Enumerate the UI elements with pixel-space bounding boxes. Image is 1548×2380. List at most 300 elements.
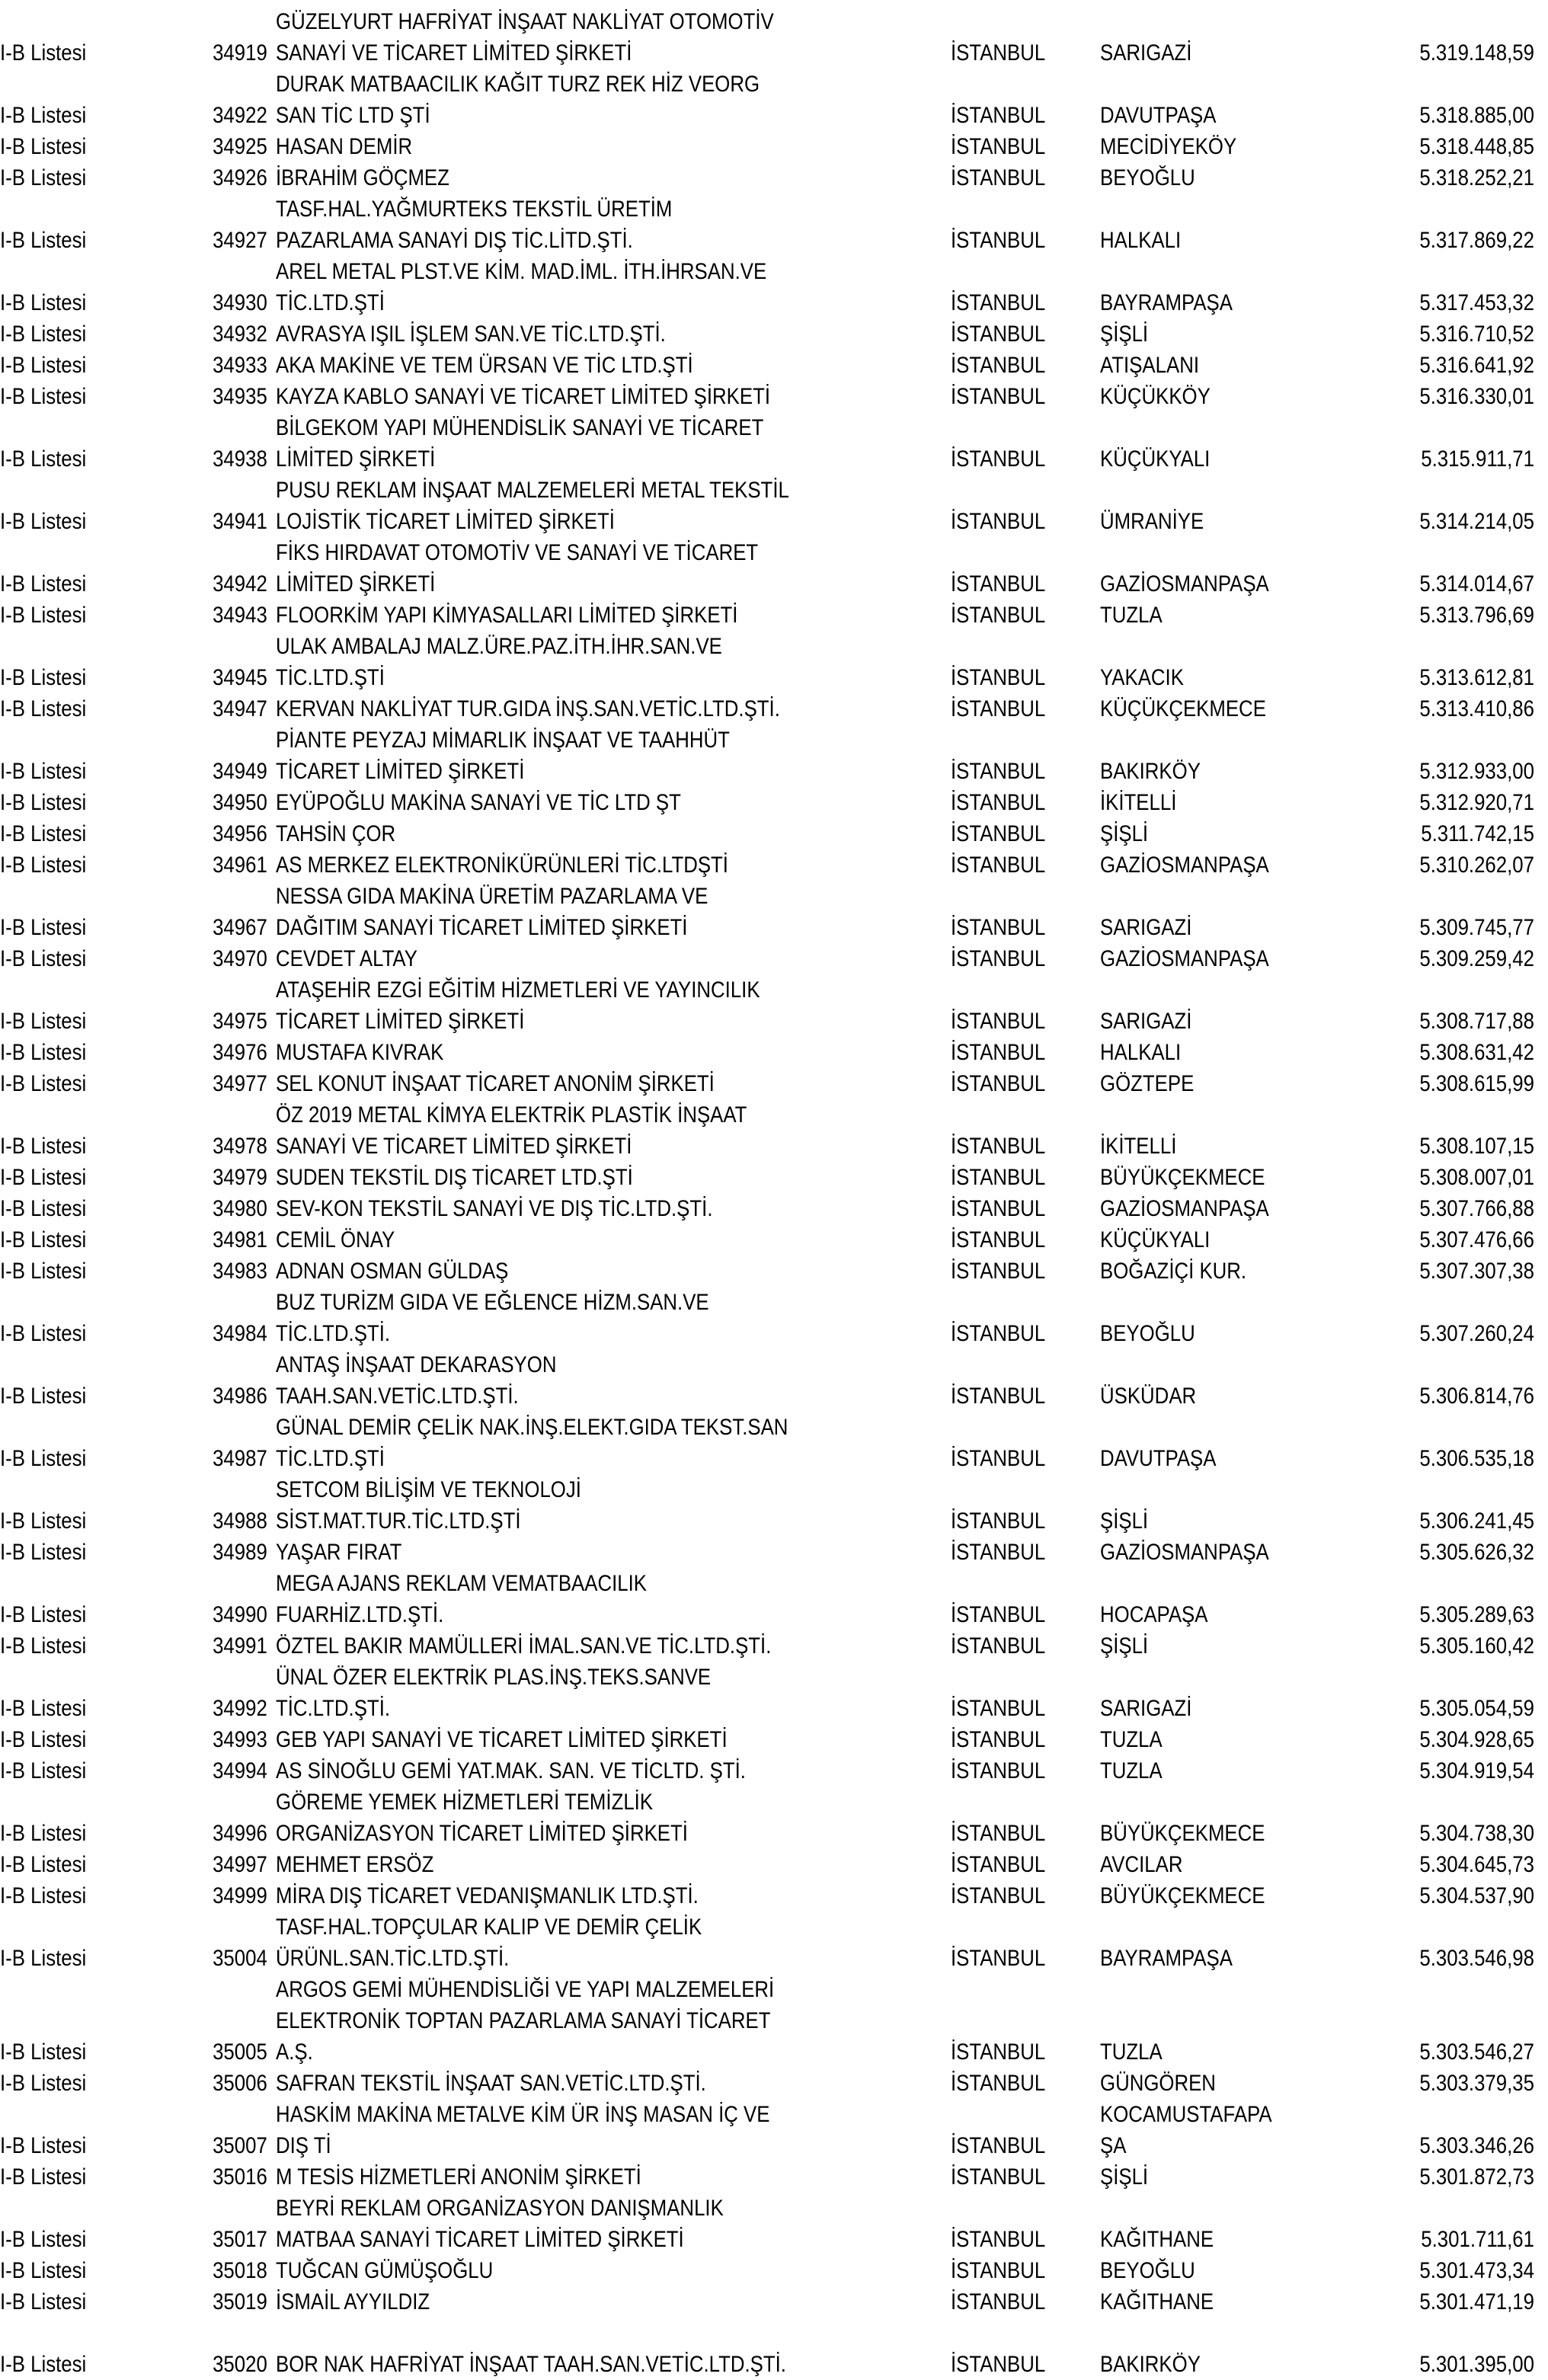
city-cell: İSTANBUL xyxy=(951,915,1046,940)
district-cell xyxy=(1100,1256,1390,1287)
city-cell: İSTANBUL xyxy=(951,1821,1046,1846)
district-line: AVCILAR xyxy=(1100,1852,1183,1877)
record-number-cell: 34942 xyxy=(213,571,267,597)
company-name-cell xyxy=(271,318,951,350)
district-cell xyxy=(1100,1162,1390,1193)
company-name-cell xyxy=(271,881,951,943)
list-type-cell: I-B Listesi xyxy=(0,1227,87,1252)
amount-cell: 5.303.546,98 xyxy=(1419,1946,1534,1971)
list-type-cell: I-B Listesi xyxy=(0,603,87,628)
city-cell: İSTANBUL xyxy=(951,1852,1046,1877)
table-row xyxy=(0,412,1548,475)
record-number-cell: 34922 xyxy=(213,103,267,128)
district-cell xyxy=(1100,849,1390,881)
list-type-cell: I-B Listesi xyxy=(0,571,87,597)
company-name-cell xyxy=(271,693,951,725)
record-number-cell: 34932 xyxy=(213,321,267,347)
company-name-cell xyxy=(271,1349,951,1412)
table-row xyxy=(0,1224,1548,1256)
company-name-cell xyxy=(271,412,951,475)
company-name-cell xyxy=(271,350,951,381)
table-row xyxy=(0,1849,1548,1880)
table-row xyxy=(0,2068,1548,2099)
company-name-line: AS MERKEZ ELEKTRONİKÜRÜNLERİ TİC.LTDŞTİ xyxy=(276,853,728,878)
district-cell xyxy=(1100,1443,1390,1474)
company-name-line: A.Ş. xyxy=(276,2039,313,2065)
list-type-cell: I-B Listesi xyxy=(0,946,87,971)
record-number-cell: 34997 xyxy=(213,1852,267,1877)
company-name-line: TİC.LTD.ŞTİ. xyxy=(276,1696,391,1721)
list-type-cell: I-B Listesi xyxy=(0,1040,87,1065)
company-name-cell xyxy=(271,1724,951,1755)
company-name-line: SİST.MAT.TUR.TİC.LTD.ŞTİ xyxy=(276,1508,521,1534)
district-line: BEYOĞLU xyxy=(1100,1321,1195,1346)
record-number-cell: 34941 xyxy=(213,509,267,534)
company-name-cell xyxy=(271,1849,951,1880)
amount-cell: 5.303.346,26 xyxy=(1419,2133,1534,2158)
company-name-cell xyxy=(271,1162,951,1193)
record-number-cell: 34950 xyxy=(213,790,267,815)
record-number-cell: 34919 xyxy=(213,40,267,66)
district-cell xyxy=(1100,1037,1390,1068)
amount-cell: 5.308.631,42 xyxy=(1419,1040,1534,1065)
amount-cell: 5.316.641,92 xyxy=(1419,353,1534,378)
company-name-cell xyxy=(271,2161,951,2193)
district-cell xyxy=(1100,443,1390,475)
city-cell: İSTANBUL xyxy=(951,40,1046,66)
company-name-line: KERVAN NAKLİYAT TUR.GIDA İNŞ.SAN.VETİC.LTD.ŞTİ. xyxy=(276,696,780,721)
company-name-line: TİC.LTD.ŞTİ xyxy=(276,1446,385,1471)
city-cell: İSTANBUL xyxy=(951,1259,1046,1284)
list-type-cell: I-B Listesi xyxy=(0,821,87,846)
record-number-cell: 34979 xyxy=(213,1165,267,1190)
amount-cell: 5.306.814,76 xyxy=(1419,1384,1534,1409)
district-line: ÜSKÜDAR xyxy=(1100,1384,1197,1409)
table-row xyxy=(0,943,1548,974)
district-cell xyxy=(1100,1131,1390,1162)
district-cell xyxy=(1100,131,1390,162)
company-name-line: NESSA GIDA MAKİNA ÜRETİM PAZARLAMA VE xyxy=(276,884,708,909)
city-cell: İSTANBUL xyxy=(951,665,1046,690)
company-name-line: SANAYİ VE TİCARET LİMİTED ŞİRKETİ xyxy=(276,40,632,66)
district-line: DAVUTPAŞA xyxy=(1100,1446,1217,1471)
company-name-line: FİKS HIRDAVAT OTOMOTİV VE SANAYİ VE TİCARET xyxy=(276,540,759,565)
district-cell xyxy=(1100,1724,1390,1755)
record-number-cell: 34994 xyxy=(213,1758,267,1783)
list-type-cell: I-B Listesi xyxy=(0,509,87,534)
list-type-cell: I-B Listesi xyxy=(0,1727,87,1752)
record-number-cell: 34926 xyxy=(213,165,267,190)
district-line: YAKACIK xyxy=(1100,665,1184,690)
district-cell xyxy=(1100,287,1390,318)
district-line: DAVUTPAŞA xyxy=(1100,103,1217,128)
company-name-cell xyxy=(271,1911,951,1974)
company-name-line: SAFRAN TEKSTİL İNŞAAT SAN.VETİC.LTD.ŞTİ. xyxy=(276,2071,706,2096)
amount-cell: 5.314.214,05 xyxy=(1419,509,1534,534)
company-name-line: TİC.LTD.ŞTİ. xyxy=(276,1321,391,1346)
city-cell: İSTANBUL xyxy=(951,946,1046,971)
company-name-line: AKA MAKİNE VE TEM ÜRSAN VE TİC LTD.ŞTİ xyxy=(276,353,693,378)
district-line: BÜYÜKÇEKMECE xyxy=(1100,1821,1265,1846)
company-name-cell xyxy=(271,1474,951,1537)
company-name-line: SUDEN TEKSTİL DIŞ TİCARET LTD.ŞTİ xyxy=(276,1165,633,1190)
company-name-line: SETCOM BİLİŞİM VE TEKNOLOJİ xyxy=(276,1477,581,1502)
city-cell: İSTANBUL xyxy=(951,134,1046,159)
city-cell: İSTANBUL xyxy=(951,1883,1046,1908)
table-row xyxy=(0,1412,1548,1474)
list-type-cell: I-B Listesi xyxy=(0,228,87,253)
amount-cell: 5.309.259,42 xyxy=(1419,946,1534,971)
list-type-cell: I-B Listesi xyxy=(0,1196,87,1221)
amount-cell: 5.301.471,19 xyxy=(1419,2289,1534,2314)
city-cell: İSTANBUL xyxy=(951,384,1046,409)
company-name-cell xyxy=(271,631,951,693)
district-line: İKİTELLİ xyxy=(1100,790,1177,815)
table-row xyxy=(0,1068,1548,1099)
table-row xyxy=(0,256,1548,318)
district-cell xyxy=(1100,506,1390,537)
list-type-cell: I-B Listesi xyxy=(0,1259,87,1284)
amount-cell: 5.317.869,22 xyxy=(1419,228,1534,253)
company-name-line: GEB YAPI SANAYİ VE TİCARET LİMİTED ŞİRKETİ xyxy=(276,1727,728,1752)
table-row xyxy=(0,725,1548,787)
company-name-line: BUZ TURİZM GIDA VE EĞLENCE HİZM.SAN.VE xyxy=(276,1290,709,1315)
company-name-cell xyxy=(271,1630,951,1662)
list-type-cell: I-B Listesi xyxy=(0,1852,87,1877)
record-number-cell: 34970 xyxy=(213,946,267,971)
district-line: ŞİŞLİ xyxy=(1100,2164,1149,2190)
company-name-line: ÖZTEL BAKIR MAMÜLLERİ İMAL.SAN.VE TİC.LTD.ŞTİ. xyxy=(276,1633,772,1659)
district-line: SARIGAZİ xyxy=(1100,40,1192,66)
district-cell xyxy=(1100,381,1390,412)
city-cell: İSTANBUL xyxy=(951,1508,1046,1534)
district-line: TUZLA xyxy=(1100,1727,1163,1752)
list-type-cell: I-B Listesi xyxy=(0,1009,87,1034)
company-name-line: EYÜPOĞLU MAKİNA SANAYİ VE TİC LTD ŞT xyxy=(276,790,681,815)
amount-cell: 5.307.476,66 xyxy=(1419,1227,1534,1252)
city-cell: İSTANBUL xyxy=(951,696,1046,721)
district-cell xyxy=(1100,1068,1390,1099)
record-number-cell: 34990 xyxy=(213,1602,267,1627)
company-name-cell xyxy=(271,2349,951,2380)
company-name-cell xyxy=(271,194,951,256)
district-line: BAYRAMPAŞA xyxy=(1100,290,1233,315)
district-line: SARIGAZİ xyxy=(1100,1696,1192,1721)
city-cell: İSTANBUL xyxy=(951,321,1046,347)
district-cell xyxy=(1100,2255,1390,2286)
district-cell xyxy=(1100,943,1390,974)
table-row xyxy=(0,1724,1548,1755)
district-cell xyxy=(1100,1880,1390,1911)
list-type-cell: I-B Listesi xyxy=(0,1321,87,1346)
district-cell xyxy=(1100,1849,1390,1880)
table-row xyxy=(0,1037,1548,1068)
amount-cell: 5.308.615,99 xyxy=(1419,1071,1534,1096)
amount-cell: 5.308.007,01 xyxy=(1419,1165,1534,1190)
company-name-line: FUARHİZ.LTD.ŞTİ. xyxy=(276,1602,444,1627)
district-cell xyxy=(1100,2286,1390,2318)
company-name-line: TİCARET LİMİTED ŞİRKETİ xyxy=(276,759,525,784)
record-number-cell: 34980 xyxy=(213,1196,267,1221)
city-cell: İSTANBUL xyxy=(951,1040,1046,1065)
district-cell xyxy=(1100,662,1390,693)
table-row xyxy=(0,2286,1548,2318)
district-cell xyxy=(1100,1693,1390,1724)
table-row xyxy=(0,475,1548,537)
district-line: ŞİŞLİ xyxy=(1100,821,1149,846)
district-cell xyxy=(1100,2161,1390,2193)
list-type-cell: I-B Listesi xyxy=(0,1384,87,1409)
city-cell: İSTANBUL xyxy=(951,571,1046,597)
table-row xyxy=(0,350,1548,381)
district-line: KAĞITHANE xyxy=(1100,2227,1214,2252)
city-cell: İSTANBUL xyxy=(951,509,1046,534)
record-number-cell: 34986 xyxy=(213,1384,267,1409)
company-name-line: M TESİS HİZMETLERİ ANONİM ŞİRKETİ xyxy=(276,2164,641,2190)
company-name-cell xyxy=(271,1662,951,1724)
company-name-line: PİANTE PEYZAJ MİMARLIK İNŞAAT VE TAAHHÜT xyxy=(276,728,730,753)
table-row xyxy=(0,787,1548,818)
table-row xyxy=(0,881,1548,943)
list-type-cell: I-B Listesi xyxy=(0,2352,87,2377)
list-type-cell: I-B Listesi xyxy=(0,1071,87,1096)
list-type-cell: I-B Listesi xyxy=(0,853,87,878)
district-cell xyxy=(1100,2068,1390,2099)
district-line: GAZİOSMANPAŞA xyxy=(1100,1540,1269,1565)
district-line: KÜÇÜKYALI xyxy=(1100,1227,1211,1252)
district-line: GÖZTEPE xyxy=(1100,1071,1195,1096)
table-row xyxy=(0,1755,1548,1787)
company-name-line: MİRA DIŞ TİCARET VEDANIŞMANLIK LTD.ŞTİ. xyxy=(276,1883,699,1908)
district-cell xyxy=(1100,1224,1390,1256)
company-name-line: ELEKTRONİK TOPTAN PAZARLAMA SANAYİ TİCARET xyxy=(276,2008,771,2033)
city-cell: İSTANBUL xyxy=(951,1165,1046,1190)
list-type-cell: I-B Listesi xyxy=(0,2071,87,2096)
city-cell: İSTANBUL xyxy=(951,2164,1046,2190)
table-row xyxy=(0,69,1548,131)
company-name-line: SEL KONUT İNŞAAT TİCARET ANONİM ŞİRKETİ xyxy=(276,1071,715,1096)
district-line: KÜÇÜKÇEKMECE xyxy=(1100,696,1266,721)
list-type-cell: I-B Listesi xyxy=(0,2289,87,2314)
district-cell xyxy=(1100,568,1390,600)
district-line: ATIŞALANI xyxy=(1100,353,1200,378)
district-cell xyxy=(1100,787,1390,818)
company-name-cell xyxy=(271,1787,951,1849)
amount-cell: 5.307.766,88 xyxy=(1419,1196,1534,1221)
city-cell: İSTANBUL xyxy=(951,603,1046,628)
company-name-cell xyxy=(271,256,951,318)
table-row xyxy=(0,1474,1548,1537)
district-line: BAKIRKÖY xyxy=(1100,759,1201,784)
city-cell: İSTANBUL xyxy=(951,446,1046,472)
district-cell xyxy=(1100,1505,1390,1537)
record-number-cell: 35018 xyxy=(213,2258,267,2283)
amount-cell: 5.314.014,67 xyxy=(1419,571,1534,597)
district-cell xyxy=(1100,225,1390,256)
company-name-cell xyxy=(271,1224,951,1256)
company-name-cell xyxy=(271,1068,951,1099)
record-number-cell: 34975 xyxy=(213,1009,267,1034)
record-number-cell: 34967 xyxy=(213,915,267,940)
amount-cell: 5.308.717,88 xyxy=(1419,1009,1534,1034)
amount-cell: 5.312.933,00 xyxy=(1419,759,1534,784)
city-cell: İSTANBUL xyxy=(951,1321,1046,1346)
list-type-cell: I-B Listesi xyxy=(0,384,87,409)
table-row xyxy=(0,1974,1548,2068)
table-row xyxy=(0,849,1548,881)
amount-cell: 5.304.919,54 xyxy=(1419,1758,1534,1783)
amount-cell: 5.311.742,15 xyxy=(1421,821,1534,846)
city-cell: İSTANBUL xyxy=(951,790,1046,815)
district-line: TUZLA xyxy=(1100,1758,1163,1783)
amount-cell: 5.306.535,18 xyxy=(1419,1446,1534,1471)
amount-cell: 5.313.410,86 xyxy=(1419,696,1534,721)
district-cell xyxy=(1100,600,1390,631)
amount-cell: 5.301.711,61 xyxy=(1421,2227,1534,2252)
amount-cell: 5.301.872,73 xyxy=(1419,2164,1534,2190)
amount-cell: 5.316.330,01 xyxy=(1419,384,1534,409)
city-cell: İSTANBUL xyxy=(951,1446,1046,1471)
amount-cell: 5.305.054,59 xyxy=(1419,1696,1534,1721)
list-type-cell: I-B Listesi xyxy=(0,290,87,315)
company-name-cell xyxy=(271,1537,951,1568)
district-line: ŞA xyxy=(1100,2133,1127,2158)
district-cell xyxy=(1100,912,1390,943)
table-row xyxy=(0,381,1548,412)
city-cell: İSTANBUL xyxy=(951,1009,1046,1034)
company-name-cell xyxy=(271,537,951,600)
table-row xyxy=(0,1099,1548,1162)
amount-cell: 5.307.260,24 xyxy=(1419,1321,1534,1346)
district-cell xyxy=(1100,2224,1390,2255)
company-name-line: LİMİTED ŞİRKETİ xyxy=(276,446,436,472)
company-name-line: SANAYİ VE TİCARET LİMİTED ŞİRKETİ xyxy=(276,1134,632,1159)
district-line: TUZLA xyxy=(1100,2039,1163,2065)
amount-cell: 5.304.928,65 xyxy=(1419,1727,1534,1752)
company-name-line: DAĞITIM SANAYİ TİCARET LİMİTED ŞİRKETİ xyxy=(276,915,688,940)
amount-cell: 5.313.796,69 xyxy=(1419,603,1534,628)
table-row xyxy=(0,2255,1548,2286)
record-number-cell: 34956 xyxy=(213,821,267,846)
list-type-cell: I-B Listesi xyxy=(0,2133,87,2158)
company-name-line: İSMAİL AYYILDIZ xyxy=(276,2289,430,2314)
company-name-line: BOR NAK HAFRİYAT İNŞAAT TAAH.SAN.VETİC.LTD.ŞTİ. xyxy=(276,2352,786,2377)
record-number-cell: 35016 xyxy=(213,2164,267,2190)
table-row xyxy=(0,2099,1548,2161)
table-row xyxy=(0,1537,1548,1568)
company-name-cell xyxy=(271,2255,951,2286)
list-type-cell: I-B Listesi xyxy=(0,665,87,690)
district-line: HALKALI xyxy=(1100,1040,1182,1065)
company-name-cell xyxy=(271,849,951,881)
record-number-cell: 34933 xyxy=(213,353,267,378)
company-name-line: ÖZ 2019 METAL KİMYA ELEKTRİK PLASTİK İNŞAAT xyxy=(276,1102,747,1128)
district-line: SARIGAZİ xyxy=(1100,1009,1192,1034)
company-name-line: LİMİTED ŞİRKETİ xyxy=(276,571,436,597)
company-name-cell xyxy=(271,725,951,787)
district-line: SARIGAZİ xyxy=(1100,915,1192,940)
district-cell xyxy=(1100,100,1390,131)
record-number-cell: 34981 xyxy=(213,1227,267,1252)
record-number-cell: 34943 xyxy=(213,603,267,628)
company-name-cell xyxy=(271,1880,951,1911)
record-number-cell: 34935 xyxy=(213,384,267,409)
record-number-cell: 34984 xyxy=(213,1321,267,1346)
table-row xyxy=(0,194,1548,256)
record-number-cell: 34989 xyxy=(213,1540,267,1565)
district-line: BEYOĞLU xyxy=(1100,2258,1195,2283)
record-number-cell: 35007 xyxy=(213,2133,267,2158)
company-name-line: İBRAHİM GÖÇMEZ xyxy=(276,165,449,190)
company-name-line: TİC.LTD.ŞTİ xyxy=(276,665,385,690)
record-number-cell: 34991 xyxy=(213,1633,267,1659)
company-name-line: MEGA AJANS REKLAM VEMATBAACILIK xyxy=(276,1571,648,1596)
city-cell: İSTANBUL xyxy=(951,2039,1046,2065)
company-name-line: MEHMET ERSÖZ xyxy=(276,1852,434,1877)
amount-cell: 5.304.537,90 xyxy=(1419,1883,1534,1908)
company-name-line: AREL METAL PLST.VE KİM. MAD.İML. İTH.İHRSAN.VE xyxy=(276,259,767,284)
amount-cell: 5.301.473,34 xyxy=(1419,2258,1534,2283)
company-name-line: PUSU REKLAM İNŞAAT MALZEMELERİ METAL TEKSTİL xyxy=(276,478,789,503)
district-line: GAZİOSMANPAŞA xyxy=(1100,571,1269,597)
company-name-line: MATBAA SANAYİ TİCARET LİMİTED ŞİRKETİ xyxy=(276,2227,684,2252)
district-cell xyxy=(1100,1537,1390,1568)
district-line: MECİDİYEKÖY xyxy=(1100,134,1237,159)
record-number-cell: 35004 xyxy=(213,1946,267,1971)
company-name-line: SEV-KON TEKSTİL SANAYİ VE DIŞ TİC.LTD.ŞTİ. xyxy=(276,1196,713,1221)
record-number-cell: 35020 xyxy=(213,2352,267,2377)
list-type-cell: I-B Listesi xyxy=(0,1696,87,1721)
record-number-cell: 34987 xyxy=(213,1446,267,1471)
district-line: HOCAPAŞA xyxy=(1100,1602,1208,1627)
city-cell: İSTANBUL xyxy=(951,2289,1046,2314)
district-line: GÜNGÖREN xyxy=(1100,2071,1216,2096)
record-number-cell: 34999 xyxy=(213,1883,267,1908)
table-row xyxy=(0,818,1548,849)
company-name-line: GÖREME YEMEK HİZMETLERİ TEMİZLİK xyxy=(276,1790,654,1815)
company-name-line: YAŞAR FIRAT xyxy=(276,1540,402,1565)
city-cell: İSTANBUL xyxy=(951,2352,1046,2377)
amount-cell: 5.305.289,63 xyxy=(1419,1602,1534,1627)
company-name-cell xyxy=(271,131,951,162)
list-type-cell: I-B Listesi xyxy=(0,2258,87,2283)
district-cell xyxy=(1100,1943,1390,1974)
table-row xyxy=(0,1662,1548,1724)
list-type-cell: I-B Listesi xyxy=(0,2227,87,2252)
district-cell xyxy=(1100,2349,1390,2380)
record-number-cell: 34927 xyxy=(213,228,267,253)
list-type-cell: I-B Listesi xyxy=(0,790,87,815)
table-row xyxy=(0,1911,1548,1974)
amount-cell: 5.315.911,71 xyxy=(1421,446,1534,472)
district-cell xyxy=(1100,756,1390,787)
list-type-cell: I-B Listesi xyxy=(0,446,87,472)
company-name-line: HASKİM MAKİNA METALVE KİM ÜR İNŞ MASAN İÇ VE xyxy=(276,2102,770,2127)
company-name-cell xyxy=(271,974,951,1037)
amount-cell: 5.304.645,73 xyxy=(1419,1852,1534,1877)
table-row xyxy=(0,131,1548,162)
company-name-line: TİC.LTD.ŞTİ xyxy=(276,290,385,315)
company-name-cell xyxy=(271,1287,951,1349)
table-row xyxy=(0,2161,1548,2193)
company-name-cell xyxy=(271,2193,951,2255)
record-number-cell: 34992 xyxy=(213,1696,267,1721)
company-name-cell xyxy=(271,381,951,412)
amount-cell: 5.303.379,35 xyxy=(1419,2071,1534,2096)
company-name-line: ARGOS GEMİ MÜHENDİSLİĞİ VE YAPI MALZEMELERİ xyxy=(276,1977,775,2002)
record-number-cell: 34993 xyxy=(213,1727,267,1752)
company-name-cell xyxy=(271,818,951,849)
